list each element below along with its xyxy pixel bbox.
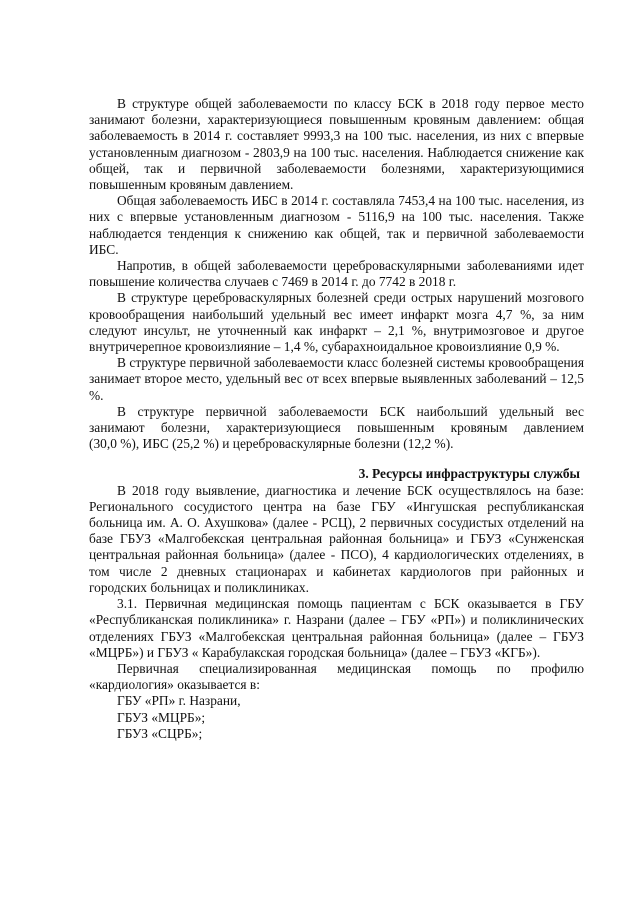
paragraph-infrastructure: В 2018 году выявление, диагностика и лечение БСК осуществлялось на базе: Регионального сосудистого центра на базе ГБУ «Ингушская республиканская больница им. А. О. Ахушкова» (далее - РСЦ), 2 первичных сосудистых отделений на базе ГБУЗ «Малгобекская центральная районная больница» и ГБУЗ «Сунженская центральная районная больница» (далее - ПСО), 4 кардиологических отделениях, в том числе 2 дневных стационарах и кабинетах кардиологов при районных и городских больницах и поликлиниках. <box>89 482 584 595</box>
section-heading: 3. Ресурсы инфраструктуры службы <box>358 466 580 482</box>
section-spacer <box>89 452 584 466</box>
paragraph-primary-care: 3.1. Первичная медицинская помощь пациентам с БСК оказывается в ГБУ «Республиканская поликлиника» г. Назрани (далее – ГБУ «РП») и поликлинических отделениях ГБУЗ «Малгобекская центральная районная больница» (далее – ГБУЗ «МЦРБ») и ГБУЗ « Карабулакская городская больница» (далее – ГБУЗ «КГБ»). <box>89 596 584 660</box>
paragraph-cerebrovascular: Напротив, в общей заболеваемости цереброваскулярными заболеваниями идет повышение количества случаев с 7469 в 2014 г. до 7742 в 2018 г. <box>89 258 584 290</box>
paragraph-primary-bsk <box>89 404 584 453</box>
paragraph-line: В структуре первичной заболеваемости БСК наибольший удельный вес <box>117 403 584 419</box>
paragraph-primary-morbidity: В структуре первичной заболеваемости класс болезней системы кровообращения занимает второе место, удельный вес от всех впервые выявленных заболеваний – 12,5 %. <box>89 355 584 403</box>
paragraph-stroke-structure: В структуре цереброваскулярных болезней среди острых нарушений мозгового кровообращения наибольший удельный вес имеет инфаркт мозга 4,7 %, за ним следуют инсульт, не уточненный как инфаркт – 2,1 %, внутримозговое и другое внутричерепное кровоизлияние – 1,4 %, субарахноидальное кровоизлияние 0,9 %. <box>89 290 584 355</box>
list-item: ГБУЗ «МЦРБ»; <box>117 709 206 725</box>
list-item: ГБУЗ «СЦРБ»; <box>117 725 203 741</box>
paragraph-line: занимают болезни, характеризующиеся повышенным кровяным давлением <box>89 420 584 436</box>
list-item: ГБУ «РП» г. Назрани, <box>117 693 241 709</box>
paragraph-hypertension: В структуре общей заболеваемости по классу БСК в 2018 году первое место занимают болезни, характеризующиеся повышенным кровяным давлением: общая заболеваемость в 2014 г. составляет 9993,3 на 100 тыс. населения, из них с впервые установленным диагнозом - 2803,9 на 100 тыс. населения. Наблюдается снижение как общей, так и первичной заболеваемости болезнями, характеризующимися повышенным кровяным давлением. <box>89 96 584 193</box>
paragraph-line: (30,0 %), ИБС (25,2 %) и цереброваскулярные болезни (12,2 %). <box>89 436 454 452</box>
paragraph-ibs: Общая заболеваемость ИБС в 2014 г. составляла 7453,4 на 100 тыс. населения, из них с впервые установленным диагнозом - 5116,9 на 100 тыс. населения. Также наблюдается тенденция к снижению как общей, так и первичной заболеваемости ИБС. <box>89 193 584 257</box>
paragraph-specialized-care: Первичная специализированная медицинская помощь по профилю «кардиология» оказывается в: <box>89 660 584 693</box>
